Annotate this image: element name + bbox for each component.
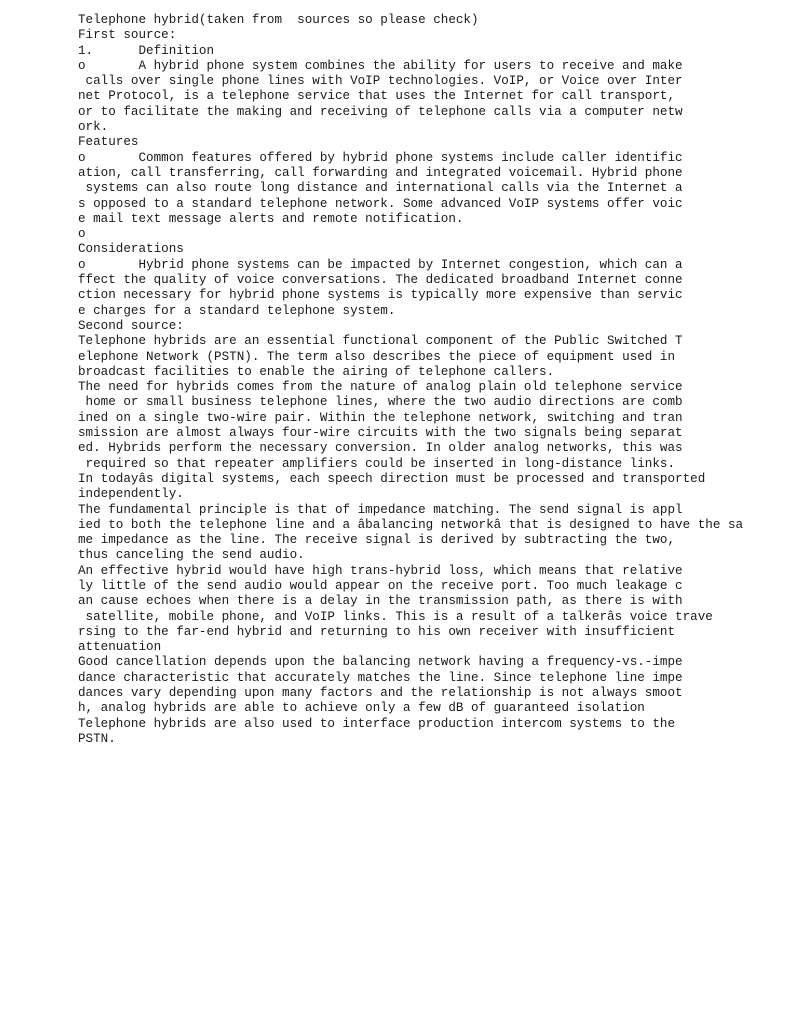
bullet-marker: o bbox=[78, 227, 86, 242]
text-line: dances vary depending upon many factors and the relationship is not always smoot bbox=[78, 686, 683, 701]
section-heading-first-source: First source: bbox=[78, 28, 177, 43]
text-line: elephone Network (PSTN). The term also describes the piece of equipment used in bbox=[78, 349, 676, 364]
text-line: o A hybrid phone system combines the ability for users to receive and make bbox=[78, 58, 683, 73]
text-line: or to facilitate the making and receiving of telephone calls via a computer netw bbox=[78, 104, 683, 119]
text-line: s opposed to a standard telephone network. Some advanced VoIP systems offer voic bbox=[78, 196, 683, 211]
document-body bbox=[78, 13, 791, 747]
text-line: satellite, mobile phone, and VoIP links. This is a result of a talkerâs voice trave bbox=[78, 609, 713, 624]
text-line: systems can also route long distance and international calls via the Internet a bbox=[78, 181, 683, 196]
text-line: e charges for a standard telephone system. bbox=[78, 303, 396, 318]
text-line: independently. bbox=[78, 487, 184, 502]
text-line: e mail text message alerts and remote notification. bbox=[78, 211, 464, 226]
text-line: net Protocol, is a telephone service that uses the Internet for call transport, bbox=[78, 89, 676, 104]
text-line: PSTN. bbox=[78, 731, 116, 746]
text-line: o Common features offered by hybrid phone systems include caller identific bbox=[78, 150, 683, 165]
text-line: calls over single phone lines with VoIP technologies. VoIP, or Voice over Inter bbox=[78, 74, 683, 89]
text-line: ied to both the telephone line and a âbalancing networkâ that is designed to have the sa bbox=[78, 517, 744, 532]
text-line: ction necessary for hybrid phone systems is typically more expensive than servic bbox=[78, 288, 683, 303]
text-line: Telephone hybrids are an essential functional component of the Public Switched T bbox=[78, 334, 683, 349]
text-line: The fundamental principle is that of impedance matching. The send signal is appl bbox=[78, 502, 683, 517]
section-heading-features: Features bbox=[78, 135, 139, 150]
text-line: ined on a single two-wire pair. Within the telephone network, switching and tran bbox=[78, 410, 683, 425]
text-line: o Hybrid phone systems can be impacted by Internet congestion, which can a bbox=[78, 257, 683, 272]
text-line: In todayâs digital systems, each speech direction must be processed and transported bbox=[78, 471, 706, 486]
section-heading-second-source: Second source: bbox=[78, 318, 184, 333]
text-line: The need for hybrids comes from the nature of analog plain old telephone service bbox=[78, 380, 683, 395]
text-line: home or small business telephone lines, where the two audio directions are comb bbox=[78, 395, 683, 410]
section-heading-definition: 1. Definition bbox=[78, 43, 215, 58]
text-line: broadcast facilities to enable the airing of telephone callers. bbox=[78, 364, 555, 379]
text-line: rsing to the far-end hybrid and returning to his own receiver with insufficient bbox=[78, 624, 676, 639]
text-line: required so that repeater amplifiers could be inserted in long-distance links. bbox=[78, 456, 676, 471]
text-line: Telephone hybrids are also used to interface production intercom systems to the bbox=[78, 716, 676, 731]
text-line: thus canceling the send audio. bbox=[78, 548, 305, 563]
text-line: attenuation bbox=[78, 640, 162, 655]
text-line: ed. Hybrids perform the necessary conversion. In older analog networks, this was bbox=[78, 441, 683, 456]
document-title: Telephone hybrid(taken from sources so please check) bbox=[78, 13, 479, 27]
text-line: me impedance as the line. The receive signal is derived by subtracting the two, bbox=[78, 533, 676, 548]
text-line: dance characteristic that accurately matches the line. Since telephone line impe bbox=[78, 670, 683, 685]
text-line: ly little of the send audio would appear on the receive port. Too much leakage c bbox=[78, 578, 683, 593]
text-line: an cause echoes when there is a delay in the transmission path, as there is with bbox=[78, 594, 683, 609]
section-heading-considerations: Considerations bbox=[78, 242, 184, 257]
text-line: ffect the quality of voice conversations. The dedicated broadband Internet conne bbox=[78, 273, 683, 288]
text-line: Good cancellation depends upon the balancing network having a frequency-vs.-impe bbox=[78, 655, 683, 670]
text-line: smission are almost always four-wire circuits with the two signals being separat bbox=[78, 426, 683, 441]
text-line: ork. bbox=[78, 120, 109, 135]
text-line: h, analog hybrids are able to achieve only a few dB of guaranteed isolation bbox=[78, 701, 645, 716]
text-line: An effective hybrid would have high trans-hybrid loss, which means that relative bbox=[78, 563, 683, 578]
text-line: ation, call transferring, call forwarding and integrated voicemail. Hybrid phone bbox=[78, 165, 683, 180]
